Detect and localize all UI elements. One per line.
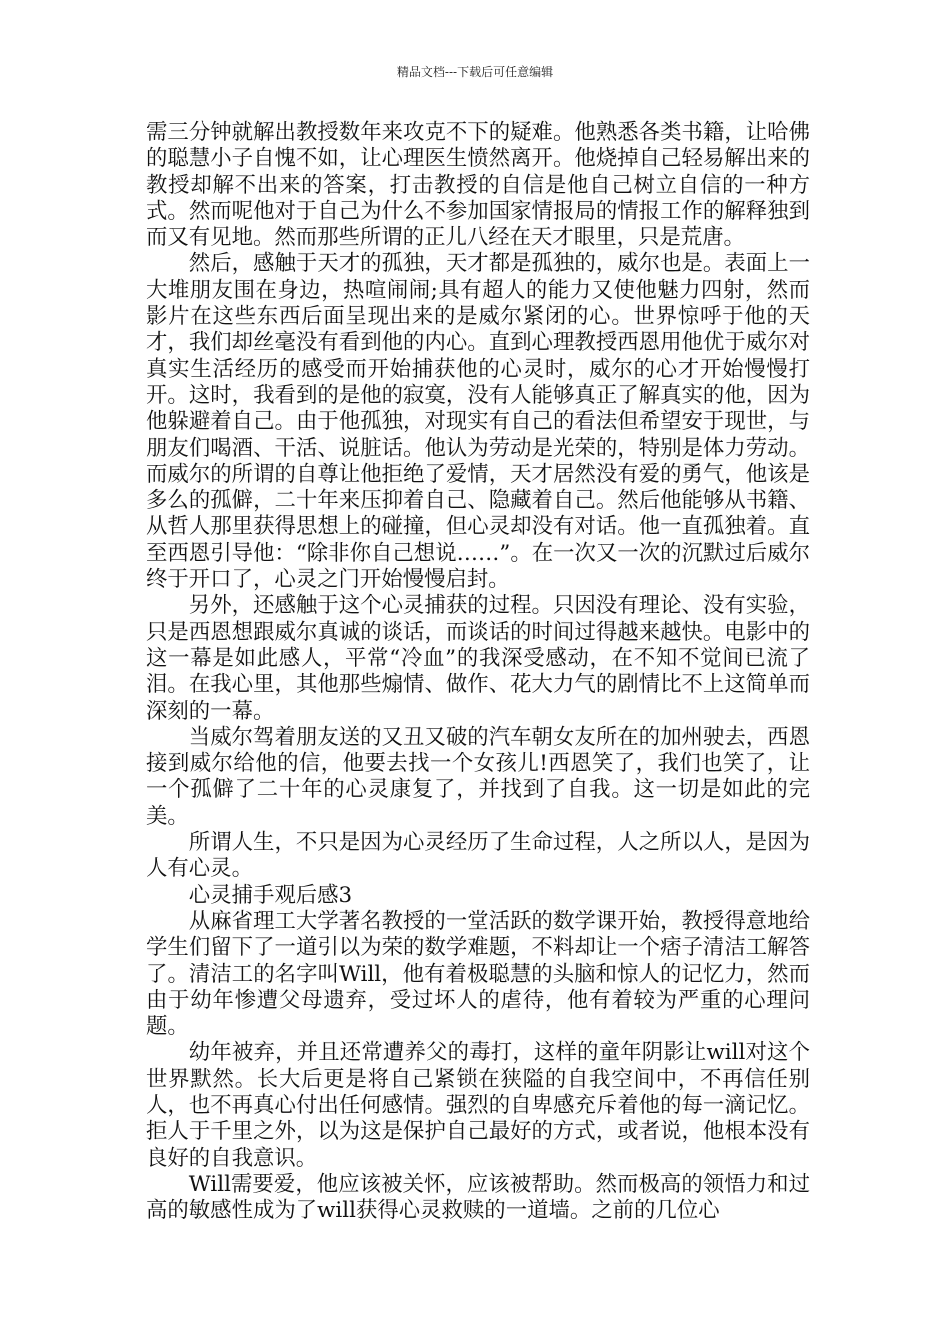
paragraph-5: 所谓人生，不只是因为心灵经历了生命过程，人之所以人，是因为人有心灵。 <box>146 830 810 882</box>
paragraph-1: 需三分钟就解出教授数年来攻克不下的疑难。他熟悉各类书籍，让哈佛的聪慧小子自愧不如，让心理医生愤然离开。他烧掉自己轻易解出来的教授却解不出来的答案，打击教授的自信是他自己树立自信的一种方式。然而呢他对于自己为什么不参加国家情报局的情报工作的解释独到而又有见地。然而那些所谓的正儿八经在天才眼里，只是荒唐。 <box>146 120 810 251</box>
section-heading: 心灵捕手观后感3 <box>188 882 353 908</box>
paragraph-3: 另外，还感触于这个心灵捕获的过程。只因没有理论、没有实验，只是西恩想跟威尔真诚的谈话，而谈话的时间过得越来越快。电影中的这一幕是如此感人，平常“冷血”的我深受感动，在不知不觉间已流了泪。在我心里，其他那些煽情、做作、花大力气的剧情比不上这简单而深刻的一幕。 <box>146 593 810 724</box>
paragraph-7: 幼年被弃，并且还常遭养父的毒打，这样的童年阴影让will对这个世界默然。长大后更是将自己紧锁在狭隘的自我空间中，不再信任别人，也不再真心付出任何感情。强烈的自卑感充斥着他的每一滴记忆。拒人于千里之外，以为这是保护自己最好的方式，或者说，他根本没有良好的自我意识。 <box>146 1040 810 1171</box>
page-header: 精品文档---下载后可任意编辑 <box>396 65 554 79</box>
paragraph-6: 从麻省理工大学著名教授的一堂活跃的数学课开始，教授得意地给学生们留下了一道引以为荣的数学难题，不料却让一个痞子清洁工解答了。清洁工的名字叫Will，他有着极聪慧的头脑和惊人的记忆力，然而由于幼年惨遭父母遗弃，受过坏人的虐待，他有着较为严重的心理问题。 <box>146 908 810 1040</box>
paragraph-2: 然后，感触于天才的孤独，天才都是孤独的，威尔也是。表面上一大堆朋友围在身边，热喧闹闹;具有超人的能力又使他魅力四射，然而影片在这些东西后面呈现出来的是威尔紧闭的心。世界惊呼于他的天才，我们却丝毫没有看到他的内心。直到心理教授西恩用他优于威尔对真实生活经历的感受而开始捕获他的心灵时，威尔的心才开始慢慢打开。这时，我看到的是他的寂寞，没有人能够真正了解真实的他，因为他躲避着自己。由于他孤独，对现实有自己的看法但希望安于现世，与朋友们喝酒、干活、说脏话。他认为劳动是光荣的，特别是体力劳动。而威尔的所谓的自尊让他拒绝了爱情，天才居然没有爱的勇气，他该是多么的孤僻，二十年来压抑着自己、隐藏着自己。然后他能够从书籍、从哲人那里获得思想上的碰撞，但心灵却没有对话。他一直孤独着。直至西恩引导他：“除非你自己想说……”。在一次又一次的沉默过后威尔终于开口了，心灵之门开始慢慢启封。 <box>146 251 810 593</box>
document-body <box>146 120 810 1224</box>
paragraph-4: 当威尔驾着朋友送的又丑又破的汽车朝女友所在的加州驶去，西恩接到威尔给他的信，他要去找一个女孩儿!西恩笑了，我们也笑了，让一个孤僻了二十年的心灵康复了，并找到了自我。这一切是如此的完美。 <box>146 724 810 829</box>
paragraph-8: Will需要爱，他应该被关怀，应该被帮助。然而极高的领悟力和过高的敏感性成为了will获得心灵救赎的一道墙。之前的几位心 <box>146 1171 810 1224</box>
